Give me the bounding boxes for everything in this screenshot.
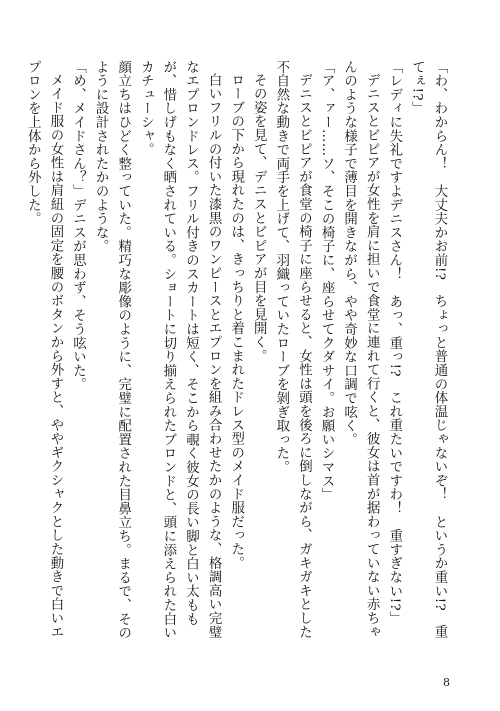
- paragraph-6: その姿を見て、デニスとビピアが目を見開く。: [251, 73, 267, 364]
- page-number: 8: [443, 676, 450, 689]
- paragraph-1: 「わ、わからん！ 大丈夫かお前!? ちょっと普通の体温じゃないぞ！ というか重い!? 重てぇ!?」: [409, 60, 447, 639]
- paragraph-11: メイド服の女性は肩紐の固定を腰のボタンから外すと、ややギクシャクとした動きで白いエプロンを上体から外した。: [25, 60, 63, 640]
- paragraph-2: 「レディに失礼ですよデニスさん！ あっ、重っ!? これ重たいですわ！ 重すぎない!?」: [386, 60, 402, 625]
- body-text: [25, 60, 450, 640]
- paragraph-4: 「ア、ァー……ソ、そこの椅子に、座らせてクダサイ。お願いシマス」: [319, 60, 335, 502]
- paragraph-9: 顔立ちはひどく整っていた。精巧な彫像のように、完璧に配置された目鼻立ち。まるで、そのように設計されたかのような。: [93, 60, 131, 640]
- paragraph-5: デニスとビピアが食堂の椅子に座らせると、女性は頭を後ろに倒しながら、ガキガキとした不自然な動きで両手を上げて、羽織っていたローブを剝ぎ取った。: [273, 60, 312, 640]
- paragraph-10: 「め、メイドさん？」デニスが思わず、そう呟いた。: [70, 60, 86, 392]
- paragraph-3: デニスとビピアが女性を肩に担いで食堂に連れて行くと、彼女は首が据わっていない赤ちゃんのような様子で薄目を開きながら、やや奇妙な口調で呟く。: [341, 60, 380, 640]
- paragraph-8: 白いフリルの付いた漆黒のワンピースとエプロンを組み合わせたかのような、格調高い完璧なエプロンドレス。フリル付きのスカートは短く、そこから覗く彼女の長い脚と白い太ももが、惜しげもなく晒されている。ショートに切り揃えられたブロンドと、頭に添えられた白いカチューシャ。: [138, 60, 222, 640]
- paragraph-7: ローブの下から現れたのは、きっちりと着こまれたドレス型のメイド服だった。: [228, 73, 244, 571]
